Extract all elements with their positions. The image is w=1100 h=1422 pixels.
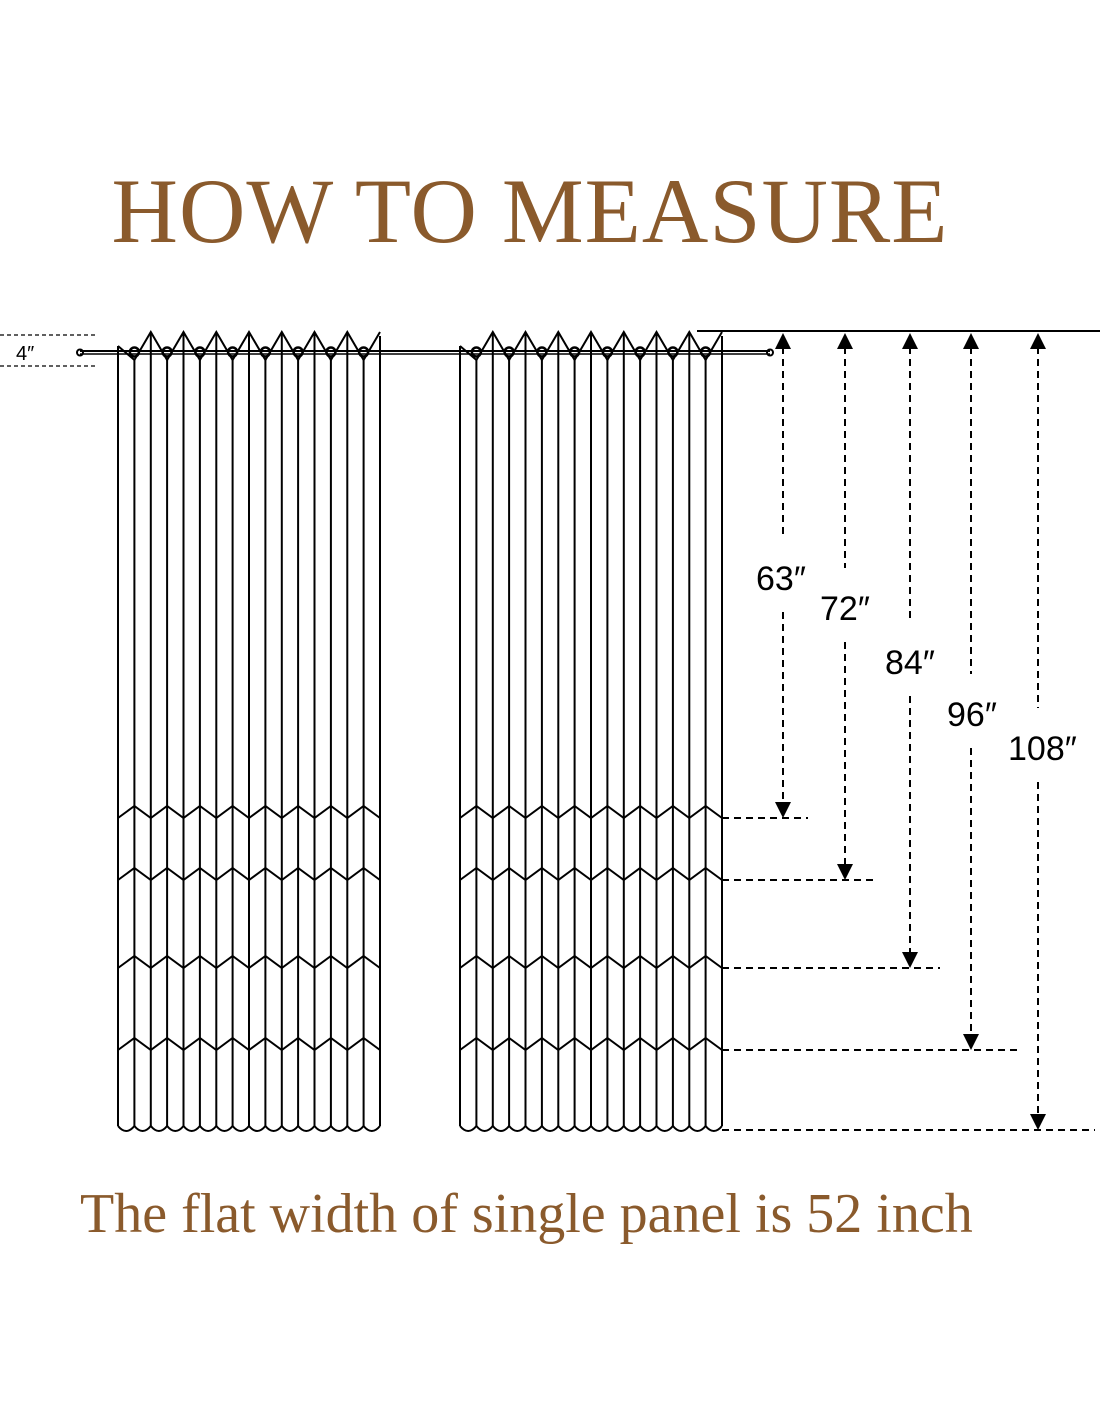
arrow-up-icon <box>837 333 853 349</box>
arrow-down-icon <box>1030 1114 1046 1130</box>
header-length-label: 4″ <box>16 343 35 365</box>
arrow-up-icon <box>963 333 979 349</box>
arrow-down-icon <box>837 864 853 880</box>
arrow-down-icon <box>963 1034 979 1050</box>
arrow-up-icon <box>902 333 918 349</box>
length-dimension-108 <box>722 333 1095 1130</box>
arrow-up-icon <box>775 333 791 349</box>
length-dimension-96 <box>722 333 1018 1050</box>
length-dimension-72 <box>722 333 878 880</box>
arrow-down-icon <box>902 952 918 968</box>
length-label: 108″ <box>1008 730 1077 768</box>
panel-bottom-hem <box>460 1126 722 1131</box>
rod-end-right <box>767 350 773 356</box>
length-label: 84″ <box>885 644 935 682</box>
arrow-up-icon <box>1030 333 1046 349</box>
rod-end-left <box>77 350 83 356</box>
length-label: 72″ <box>820 590 870 628</box>
length-label: 63″ <box>756 560 806 598</box>
length-dimension-63 <box>722 333 808 818</box>
length-dimension-84 <box>722 333 940 968</box>
page-title: HOW TO MEASURE <box>111 160 949 262</box>
length-dimensions <box>697 331 1100 1130</box>
panel-bottom-hem <box>118 1126 380 1131</box>
arrow-down-icon <box>775 802 791 818</box>
curtain-panel <box>460 332 722 1131</box>
curtain-panel <box>118 332 380 1131</box>
length-label: 96″ <box>947 696 997 734</box>
curtain-panels <box>118 332 722 1131</box>
panel-width-caption: The flat width of single panel is 52 inch <box>80 1183 973 1245</box>
